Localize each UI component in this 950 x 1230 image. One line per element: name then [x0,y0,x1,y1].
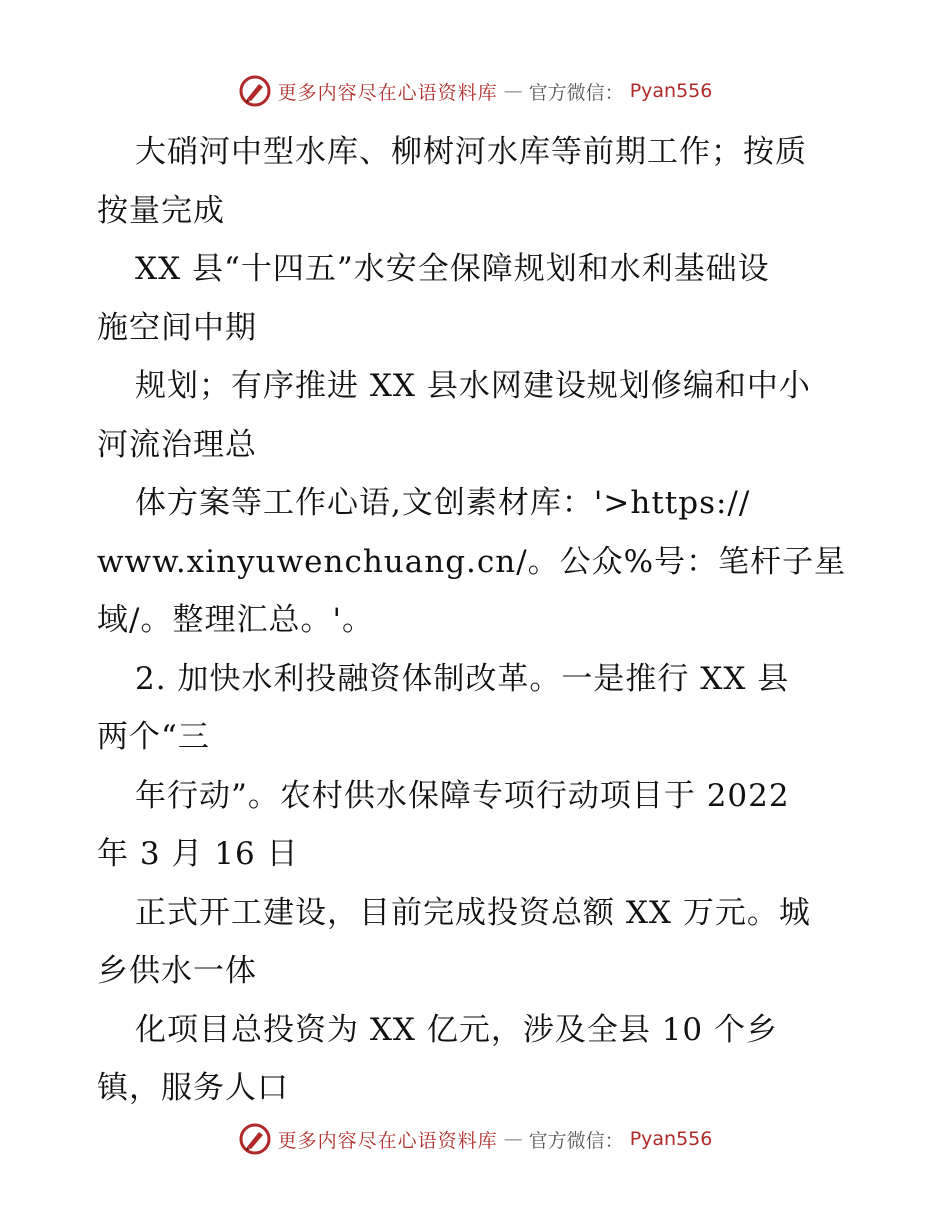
text-line: 规划；有序推进 XX 县水网建设规划修编和中小 [135,368,811,404]
text-line: 化项目总投资为 XX 亿元，涉及全县 10 个乡 [135,1011,778,1048]
watermark-account: Pyan556 [629,1128,713,1150]
text-line: XX 县“十四五”水安全保障规划和水利基础设 [135,251,770,287]
text-line: 年 3 月 16 日 [97,836,299,872]
watermark-label: 官方微信： [528,1129,624,1152]
watermark-separator: — [503,1128,523,1150]
header-watermark [0,71,950,111]
text-line: 域/。整理汇总。'。 [97,602,374,638]
watermark-text: 更多内容尽在心语资料库 [277,81,498,104]
text-line: 镇，服务人口 [97,1070,289,1106]
pen-logo-icon [238,74,272,108]
footer-watermark [0,1119,950,1159]
text-line: 施空间中期 [97,309,257,346]
document-body [97,123,867,1118]
text-line: 两个“三 [97,719,210,755]
watermark-label: 官方微信： [528,81,624,104]
watermark-text: 更多内容尽在心语资料库 [277,1129,498,1152]
text-line: 河流治理总 [97,426,257,463]
watermark-account: Pyan556 [629,80,713,102]
text-line: 年行动”。农村供水保障专项行动项目于 2022 [135,777,790,814]
pen-logo-icon [238,1122,272,1156]
text-line: 按量完成 [97,192,225,229]
text-line: 正式开工建设，目前完成投资总额 XX 万元。城 [135,894,811,931]
text-line: www.xinyuwenchuang.cn/。公众%号：笔杆子星 [97,543,847,580]
watermark-separator: — [503,80,523,102]
text-line: 体方案等工作心语,文创素材库：'>https:// [135,485,751,521]
text-line: 大硝河中型水库、柳树河水库等前期工作；按质 [135,134,807,170]
text-line: 乡供水一体 [97,953,257,989]
text-line: 2. 加快水利投融资体制改革。一是推行 XX 县 [135,660,790,697]
